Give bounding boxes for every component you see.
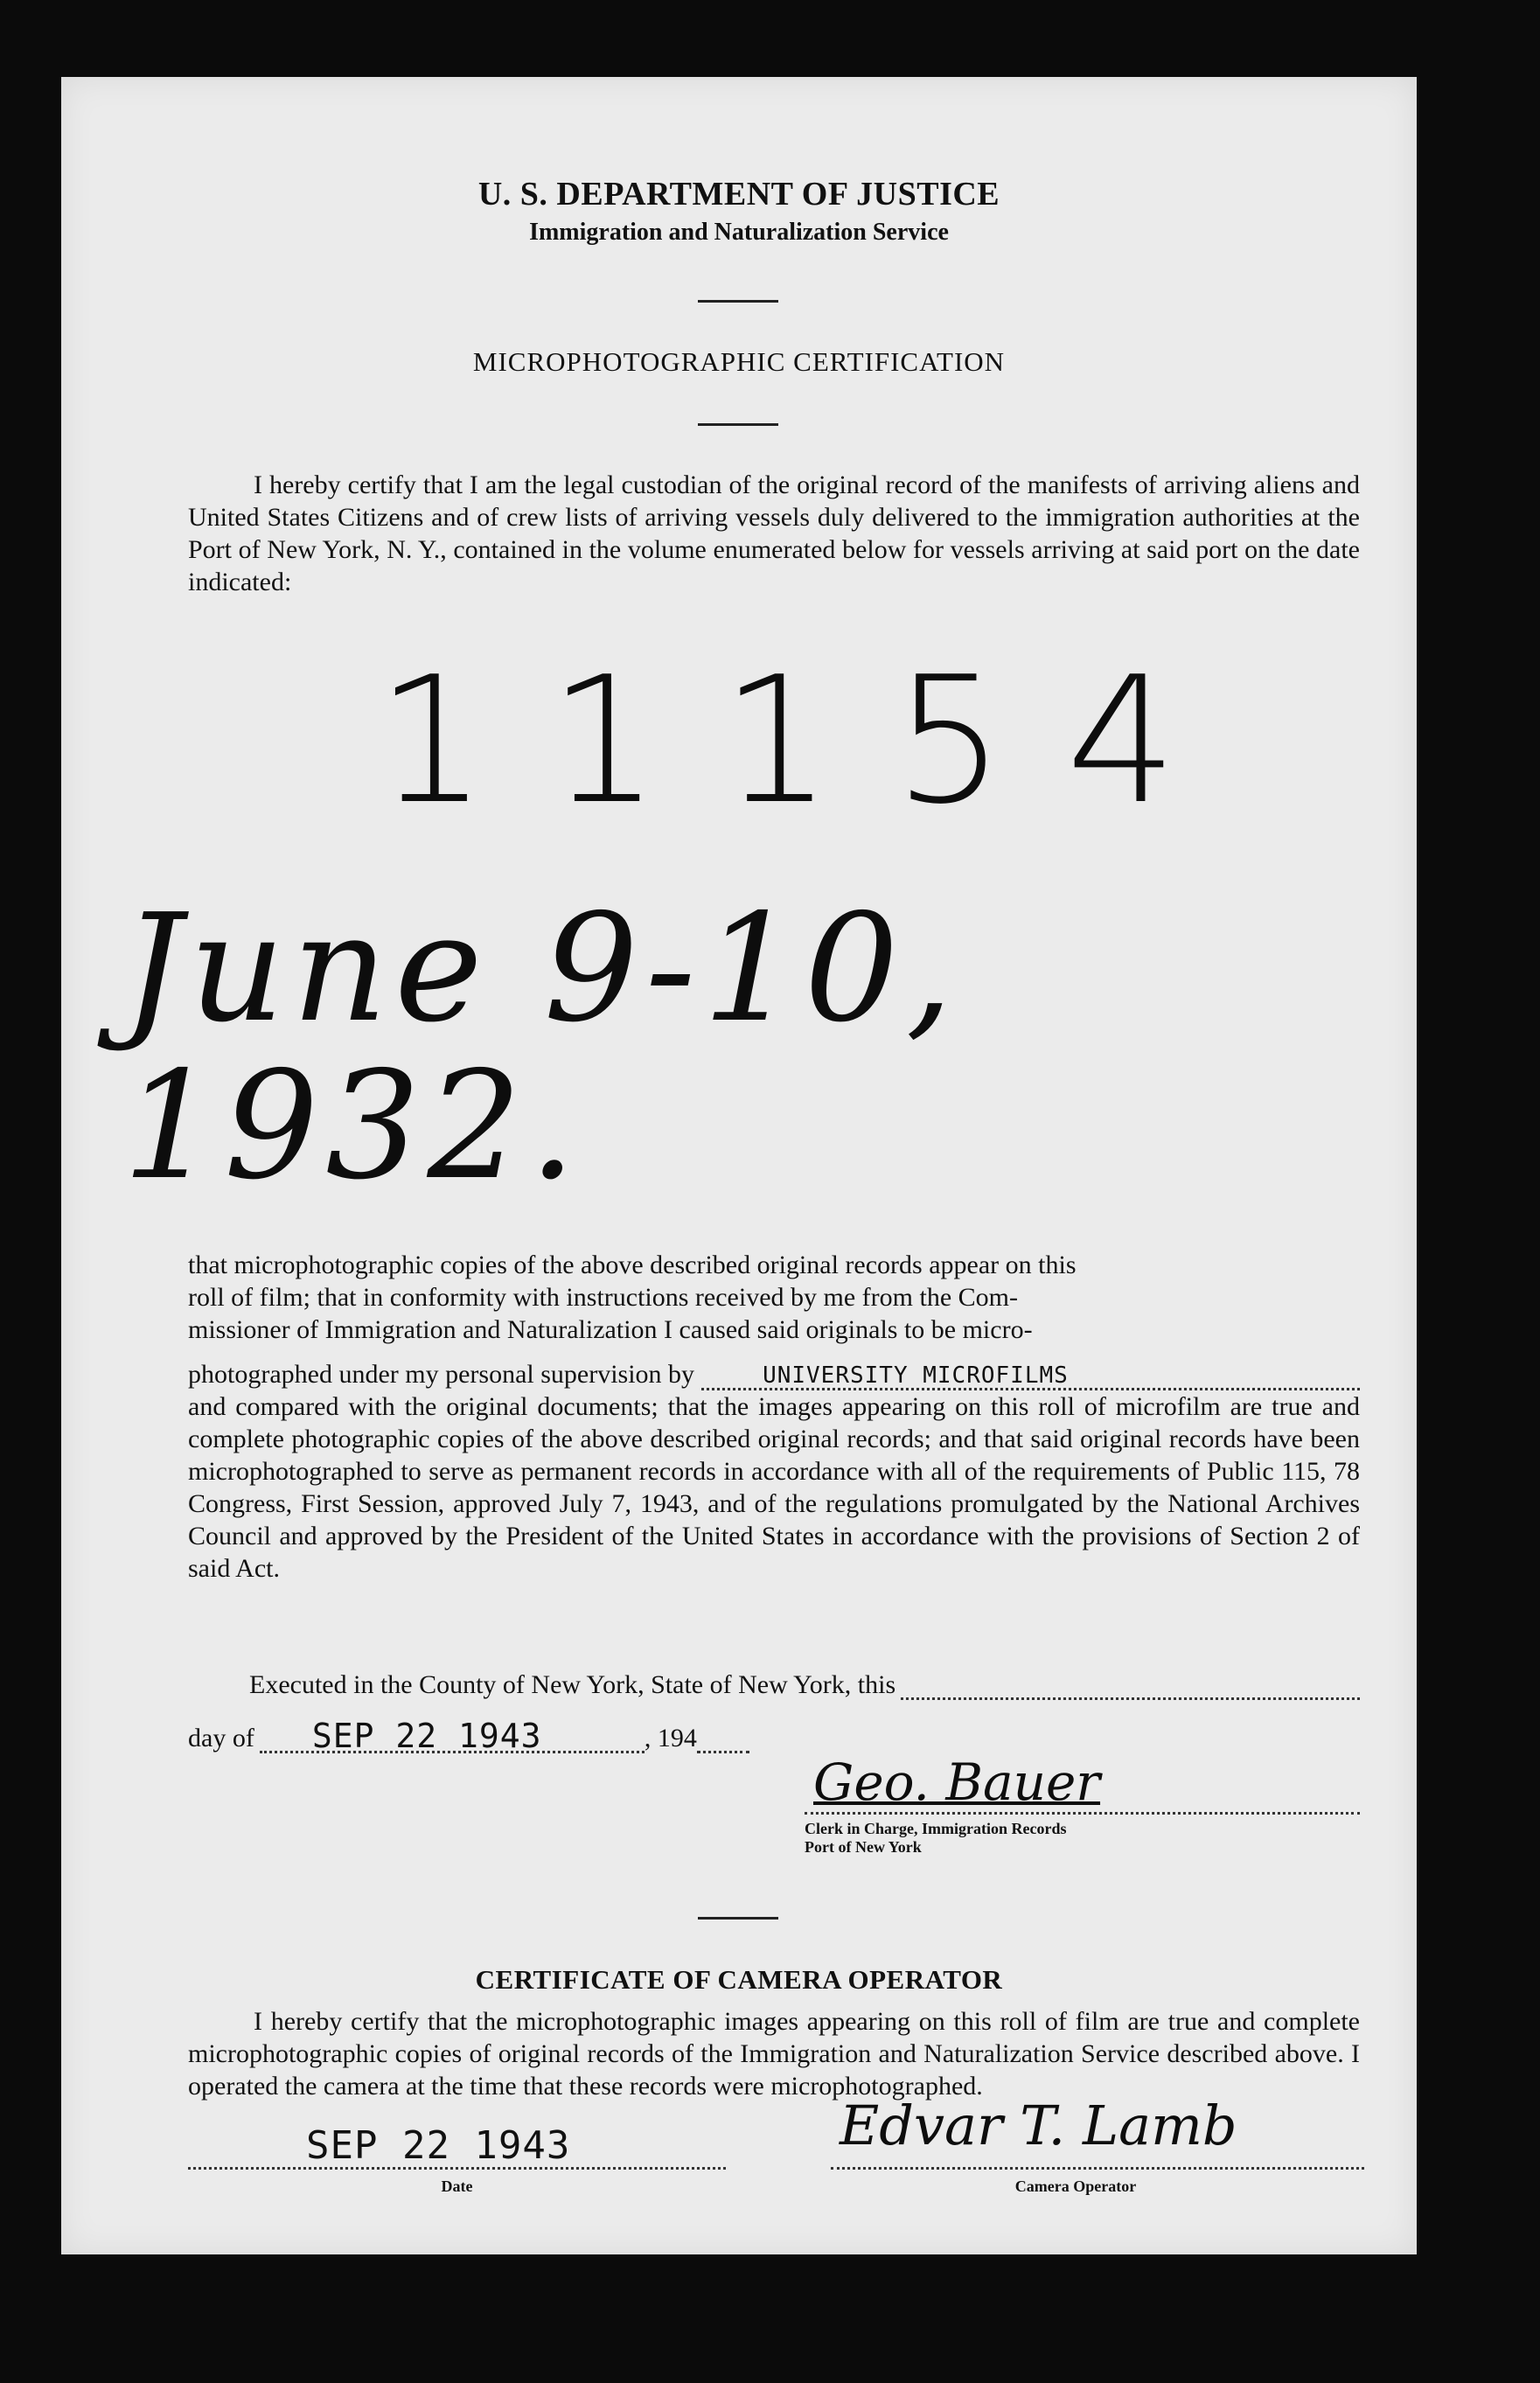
filmed-by-value: UNIVERSITY MICROFILMS	[701, 1363, 1360, 1390]
operator-label: Camera Operator	[1014, 2177, 1137, 2195]
clerk-signature: Geo. Bauer	[813, 1752, 1101, 1812]
body-line-3: missioner of Immigration and Naturalization I caused said originals to be micro-	[188, 1315, 1033, 1344]
body-line-1: that microphotographic copies of the above described original records appear on this	[188, 1251, 1077, 1279]
operator-date-stamp: SEP 22 1943	[306, 2123, 571, 2168]
handwritten-dates: June 9-10, 1932.	[122, 882, 960, 1213]
clerk-title: Clerk in Charge, Immigration Records	[805, 1820, 1067, 1837]
filmed-by-prefix: photographed under my personal supervision by	[188, 1360, 695, 1389]
date-line	[188, 2164, 726, 2170]
handwritten-volume-number: 11154	[376, 639, 1239, 843]
year-prefix: , 194	[644, 1724, 697, 1752]
executed-text: Executed in the County of New York, State of New York, this	[249, 1670, 896, 1699]
executed-day-blank	[901, 1676, 1360, 1700]
body-rest: and compared with the original documents; that the images appearing on this roll of microfilm are true and complete photographic copies of the above described original records; and that said original records have been microphotographed to serve as permanent records in accordance with all of the requirements of Public 115, 78 Congress, First Session, approved July 7, 1943, and of the regulations promulgated by the National Archives Council and approved by the President of the United States in accordance with the provisions of Section 2 of said Act.	[188, 1392, 1360, 1583]
divider	[698, 1917, 778, 1920]
divider	[698, 423, 778, 426]
divider	[698, 300, 778, 303]
day-of-line	[188, 1717, 853, 1755]
camera-operator-heading: CERTIFICATE OF CAMERA OPERATOR	[475, 1964, 1003, 1995]
department-heading: U. S. DEPARTMENT OF JUSTICE	[477, 176, 1000, 213]
camera-operator-paragraph	[188, 2005, 1360, 2102]
certificate-sheet	[61, 77, 1417, 2254]
camera-operator-text: I hereby certify that the microphotographic images appearing on this roll of film are true and complete microphotographic copies of original records of the Immigration and Naturalization Service described above. I operated the camera at the time that these records were microphotographed.	[188, 2007, 1360, 2101]
body-line-4	[188, 1358, 1360, 1390]
operator-signature: Edvar T. Lamb	[840, 2094, 1237, 2157]
certification-title: MICROPHOTOGRAPHIC CERTIFICATION	[472, 346, 1006, 377]
body-line-2: roll of film; that in conformity with instructions received by me from the Com-	[188, 1283, 1018, 1312]
day-of-label: day of	[188, 1724, 254, 1752]
intro-text: I hereby certify that I am the legal custodian of the original record of the manifests of arriving aliens and United States Citizens and of crew lists of arriving vessels duly delivered to the immigration authorities at the Port of New York, N. Y., contained in the volume enumerated below for vessels arriving at said port on the date indicated:	[188, 470, 1360, 596]
date-label: Date	[441, 2177, 473, 2195]
executed-line	[249, 1670, 1360, 1700]
operator-signature-line	[831, 2164, 1364, 2170]
intro-paragraph	[188, 469, 1360, 598]
executed-date-stamp: SEP 22 1943	[260, 1721, 645, 1753]
service-subheading: Immigration and Naturalization Service	[529, 219, 949, 246]
clerk-port: Port of New York	[805, 1838, 922, 1856]
body-paragraph	[188, 1249, 1360, 1585]
clerk-signature-line	[805, 1807, 1360, 1815]
year-blank	[697, 1730, 749, 1753]
